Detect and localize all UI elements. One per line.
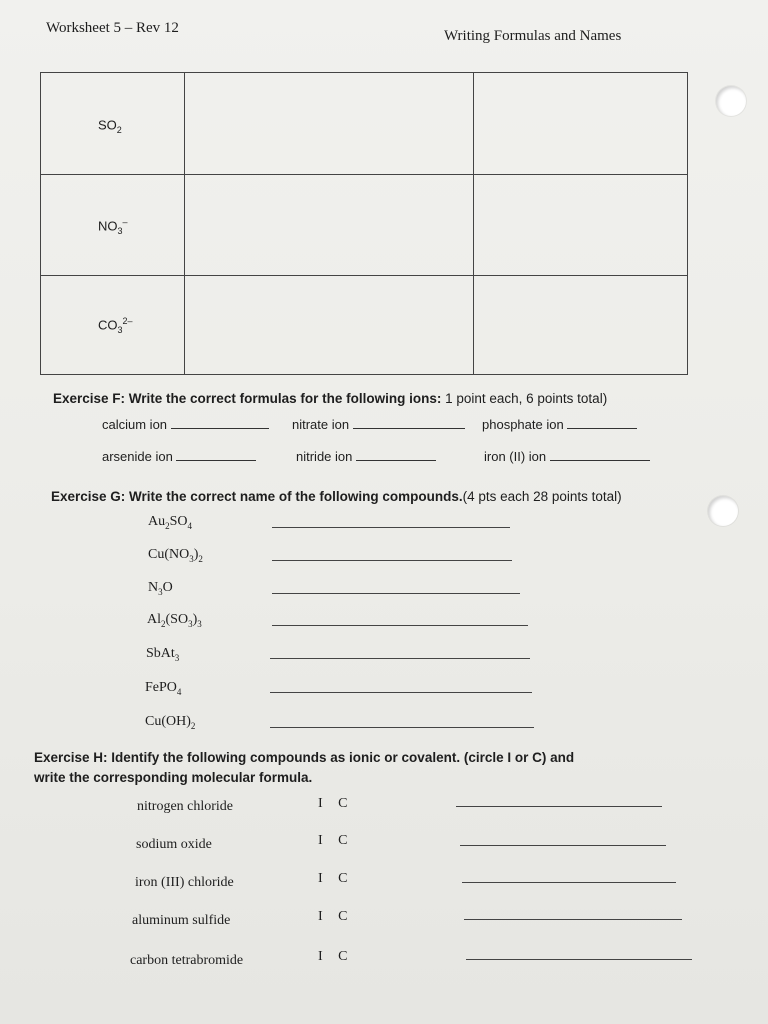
table-divider [473,73,474,374]
compound-name: aluminum sulfide [132,913,231,928]
ionic-covalent-choice[interactable]: I C [318,949,354,964]
ion-cell: $NO_3^-$ [98,217,128,236]
punch-hole-middle [708,496,738,526]
ion-cell: $CO_3^{2-}$ [98,316,133,335]
ion-prompt: iron (II) ion [484,449,650,464]
answer-blank[interactable] [356,459,436,461]
ion-table [40,72,688,375]
ionic-covalent-choice[interactable]: I C [318,909,354,924]
ion-cell: $SO_2$ [98,117,122,135]
answer-blank[interactable] [171,427,269,429]
table-divider [184,73,185,374]
answer-line[interactable] [464,919,682,920]
compound-name: sodium oxide [136,837,212,852]
answer-line[interactable] [272,625,528,626]
compound-formula: $Cu(NO_3)_2$ [148,547,203,564]
answer-line[interactable] [270,727,534,728]
ion-prompt: phosphate ion [482,417,637,432]
answer-blank[interactable] [176,459,256,461]
compound-formula: FePO$_4$ [145,680,182,697]
compound-name: nitrogen chloride [137,799,234,814]
exercise-f-title: Exercise F: Write the correct formulas for the following ions: 1 point each, 6 points total) [53,391,608,406]
worksheet-title: Writing Formulas and Names [444,28,622,44]
ion-prompt: arsenide ion [102,449,256,464]
answer-blank[interactable] [567,427,637,429]
punch-hole-top [716,86,746,116]
worksheet-label: Worksheet 5 – Rev 12 [46,20,179,36]
answer-line[interactable] [272,593,520,594]
answer-blank[interactable] [550,459,650,461]
ionic-covalent-choice[interactable]: I C [318,796,354,811]
answer-line[interactable] [462,882,676,883]
compound-formula: $Al_2(SO_3)_3$ [147,612,202,629]
compound-formula: SbAt$_3$ [146,646,180,663]
answer-line[interactable] [460,845,666,846]
table-divider [41,275,687,276]
ion-prompt: calcium ion [102,417,269,432]
exercise-h-title: Exercise H: Identify the following compounds as ionic or covalent. (circle I or C) and write the corresponding molecular formula. [34,750,575,785]
answer-line[interactable] [272,560,512,561]
answer-line[interactable] [466,959,692,960]
ionic-covalent-choice[interactable]: I C [318,871,354,886]
ion-prompt: nitrate ion [292,417,465,432]
compound-name: iron (III) chloride [135,875,234,890]
answer-line[interactable] [272,527,510,528]
answer-line[interactable] [456,806,662,807]
compound-name: carbon tetrabromide [130,953,244,968]
ion-prompt: nitride ion [296,449,436,464]
table-divider [41,174,687,175]
answer-blank[interactable] [353,427,465,429]
compound-formula: $Cu(OH)_2$ [145,714,196,731]
compound-formula: $Au_2SO_4$ [148,514,193,531]
answer-line[interactable] [270,692,532,693]
exercise-g-title: Exercise G: Write the correct name of the following compounds.(4 pts each 28 points total) [51,489,622,504]
answer-line[interactable] [270,658,530,659]
ionic-covalent-choice[interactable]: I C [318,833,354,848]
compound-formula: $N_3O$ [148,580,173,597]
